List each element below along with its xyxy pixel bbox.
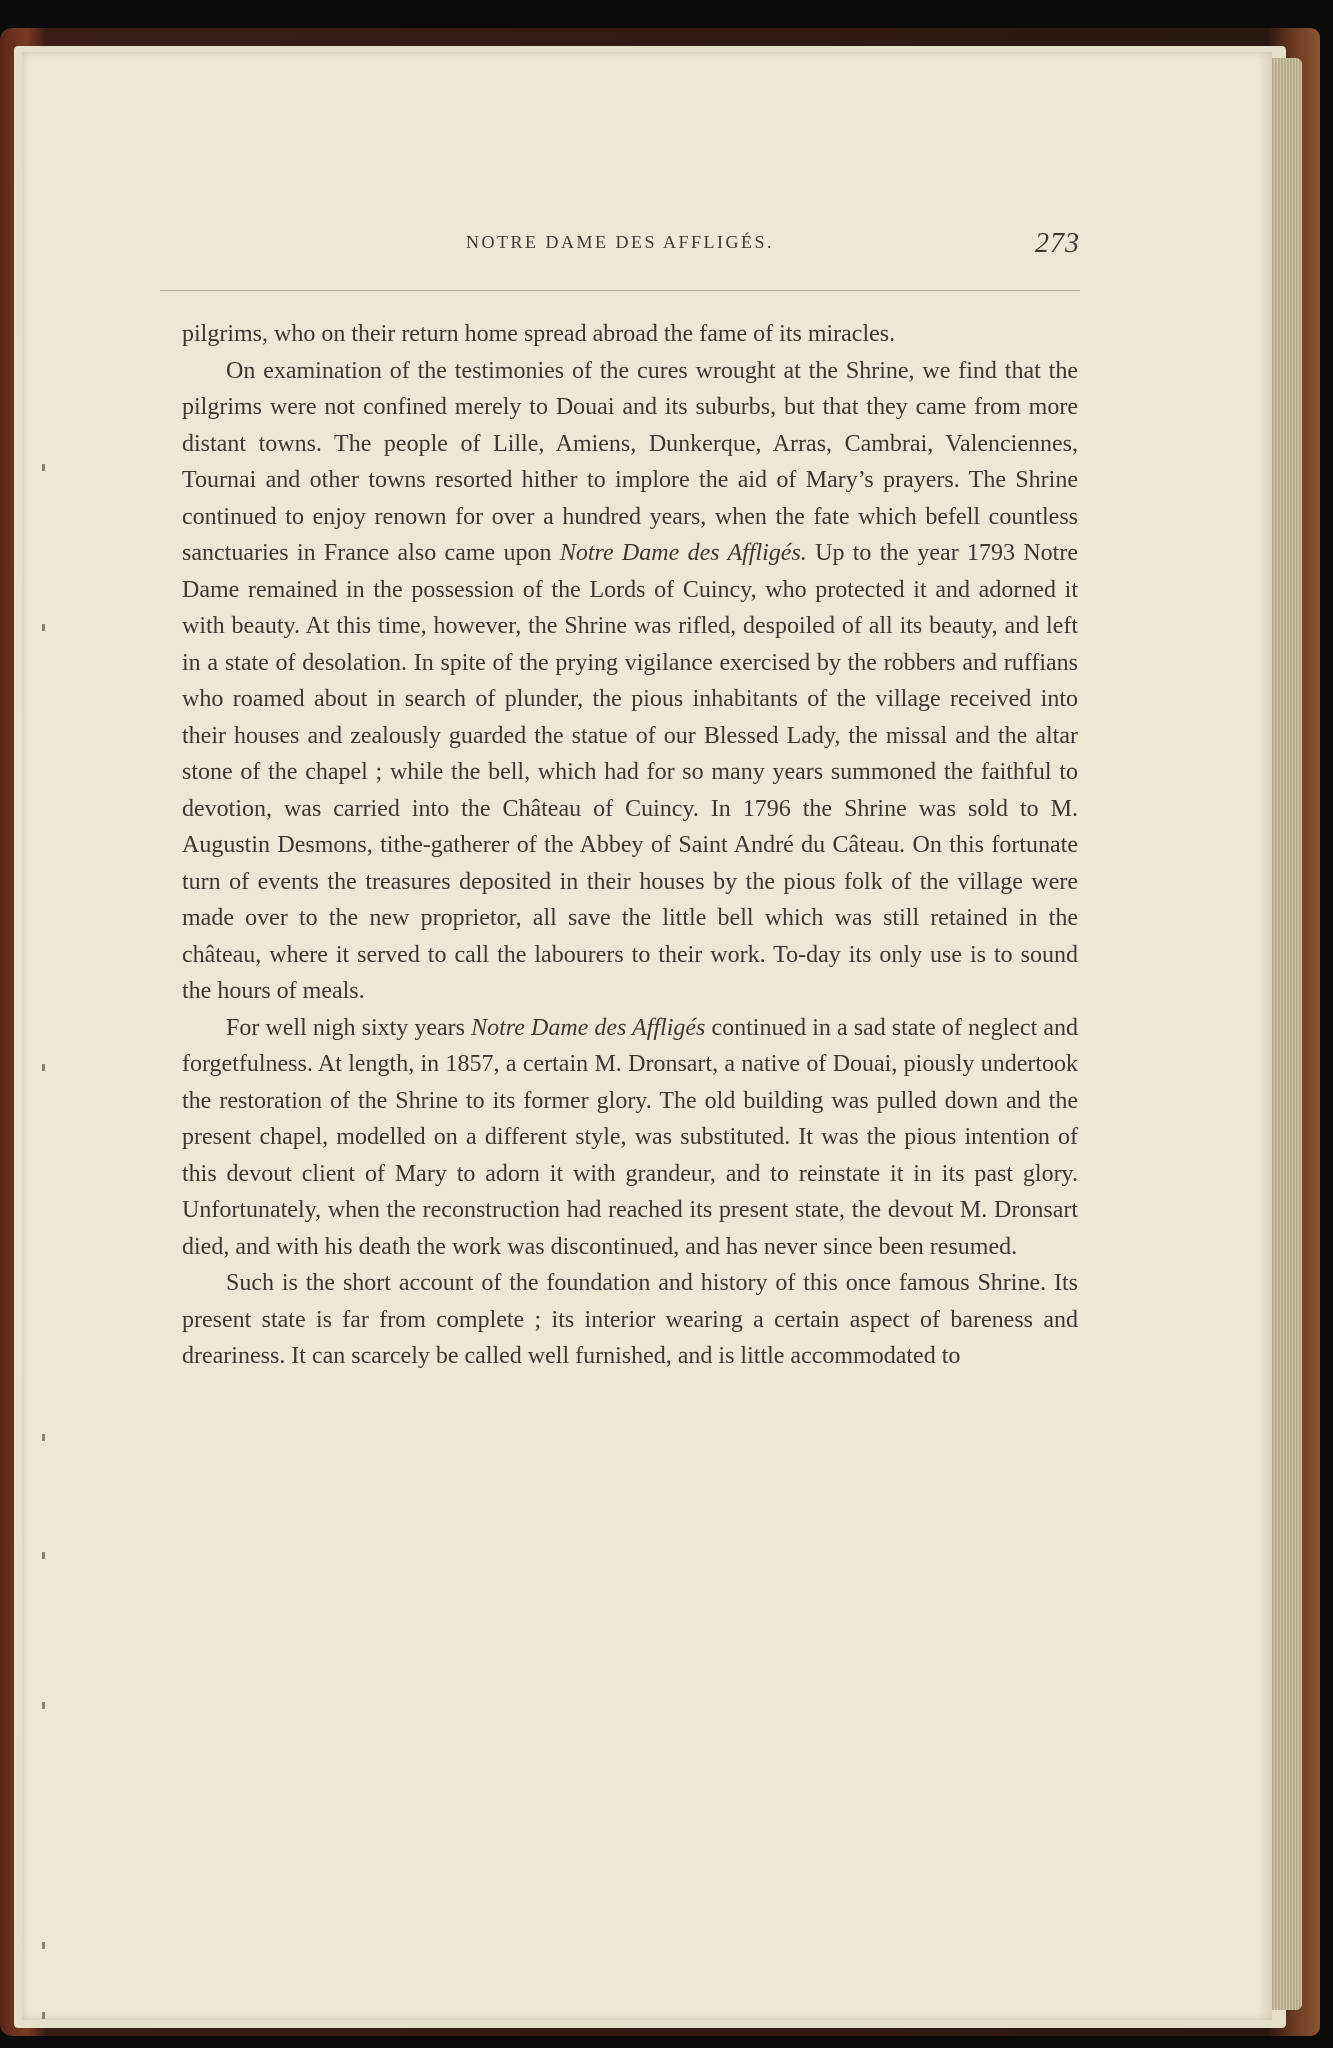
- gutter-mark: [42, 2012, 45, 2019]
- italic-title-text: Notre Dame des Affligés: [471, 1014, 706, 1041]
- paragraph-text: On examination of the testimonies of the cures wrought at the Shrine, we find that the pilgrims were not confined merely to Douai and its suburbs, but that they came from more distant towns. The people of Lille, Amiens, Dunkerque, Arras, Cambrai, Valenciennes, Tournai and other towns resorted hither to implore the aid of Mary’s prayers. The Shrine continued to enjoy renown for over a hundred years, when the fate which befell countless sanctuaries in France also came upon: [182, 357, 1078, 566]
- page-number: 273: [1035, 228, 1080, 259]
- gutter-mark: [42, 1702, 45, 1709]
- paragraph-text: pilgrims, who on their return home spread abroad the fame of its miracles.: [182, 321, 896, 347]
- paragraph: [182, 316, 1078, 353]
- gutter-mark: [42, 1434, 45, 1441]
- gutter-mark: [42, 1064, 45, 1071]
- italic-title-text: Notre Dame des Affligés.: [559, 540, 807, 566]
- gutter-mark: [42, 464, 45, 471]
- paragraph: [182, 1265, 1078, 1375]
- paragraph: [182, 1010, 1078, 1266]
- running-head: [160, 228, 1080, 268]
- gutter-mark: [42, 1552, 45, 1559]
- paragraph-text: continued in a sad state of neglect and forgetfulness. At length, in 1857, a certain M. Dronsart, a native of Douai, piously undertook the restoration of the Shrine to its former glory. The old building was pulled down and the present chapel, modelled on a different style, was substituted. It was the pious intention of this devout client of Mary to adorn it with grandeur, and to reinstate it in its past glory. Unfortunately, when the reconstruction had reached its present state, the devout M. Dronsart died, and with his death the work was discontinued, and has never since been resumed.: [182, 1014, 1078, 1260]
- paragraph: [182, 353, 1078, 1010]
- running-head-title: NOTRE DAME DES AFFLIGÉS.: [465, 232, 775, 252]
- header-rule: [160, 290, 1080, 291]
- paragraph-text: Such is the short account of the foundation and history of this once famous Shrine. Its present state is far from complete ; its interior wearing a certain aspect of bareness and dreariness. It can scarcely be called well furnished, and is little accommodated to: [182, 1270, 1078, 1369]
- paragraph-text: Up to the year 1793 Notre Dame remained in the possession of the Lords of Cuincy, who protected it and adorned it with beauty. At this time, however, the Shrine was rifled, despoiled of all its beauty, and left in a state of desolation. In spite of the prying vigilance exercised by the robbers and ruffians who roamed about in search of plunder, the pious inhabitants of the village received into their houses and zealously guarded the statue of our Blessed Lady, the missal and the altar stone of the chapel ; while the bell, which had for so many years summoned the faithful to devotion, was carried into the Château of Cuincy. In 1796 the Shrine was sold to M. Augustin Desmons, tithe-gatherer of the Abbey of Saint André du Câteau. On this fortunate turn of events the treasures deposited in their houses by the pious folk of the village were made over to the new proprietor, all save the little bell which was still retained in the château, where it served to call the labourers to their work. To-day its only use is to sound the hours of meals.: [182, 540, 1078, 1004]
- page-edges: [1268, 58, 1302, 2010]
- body-text: [182, 316, 1078, 1375]
- paragraph-text: For well nigh sixty years: [226, 1014, 472, 1041]
- gutter-mark: [42, 624, 45, 631]
- gutter-mark: [42, 1942, 45, 1949]
- gutter-marks: [38, 452, 50, 2048]
